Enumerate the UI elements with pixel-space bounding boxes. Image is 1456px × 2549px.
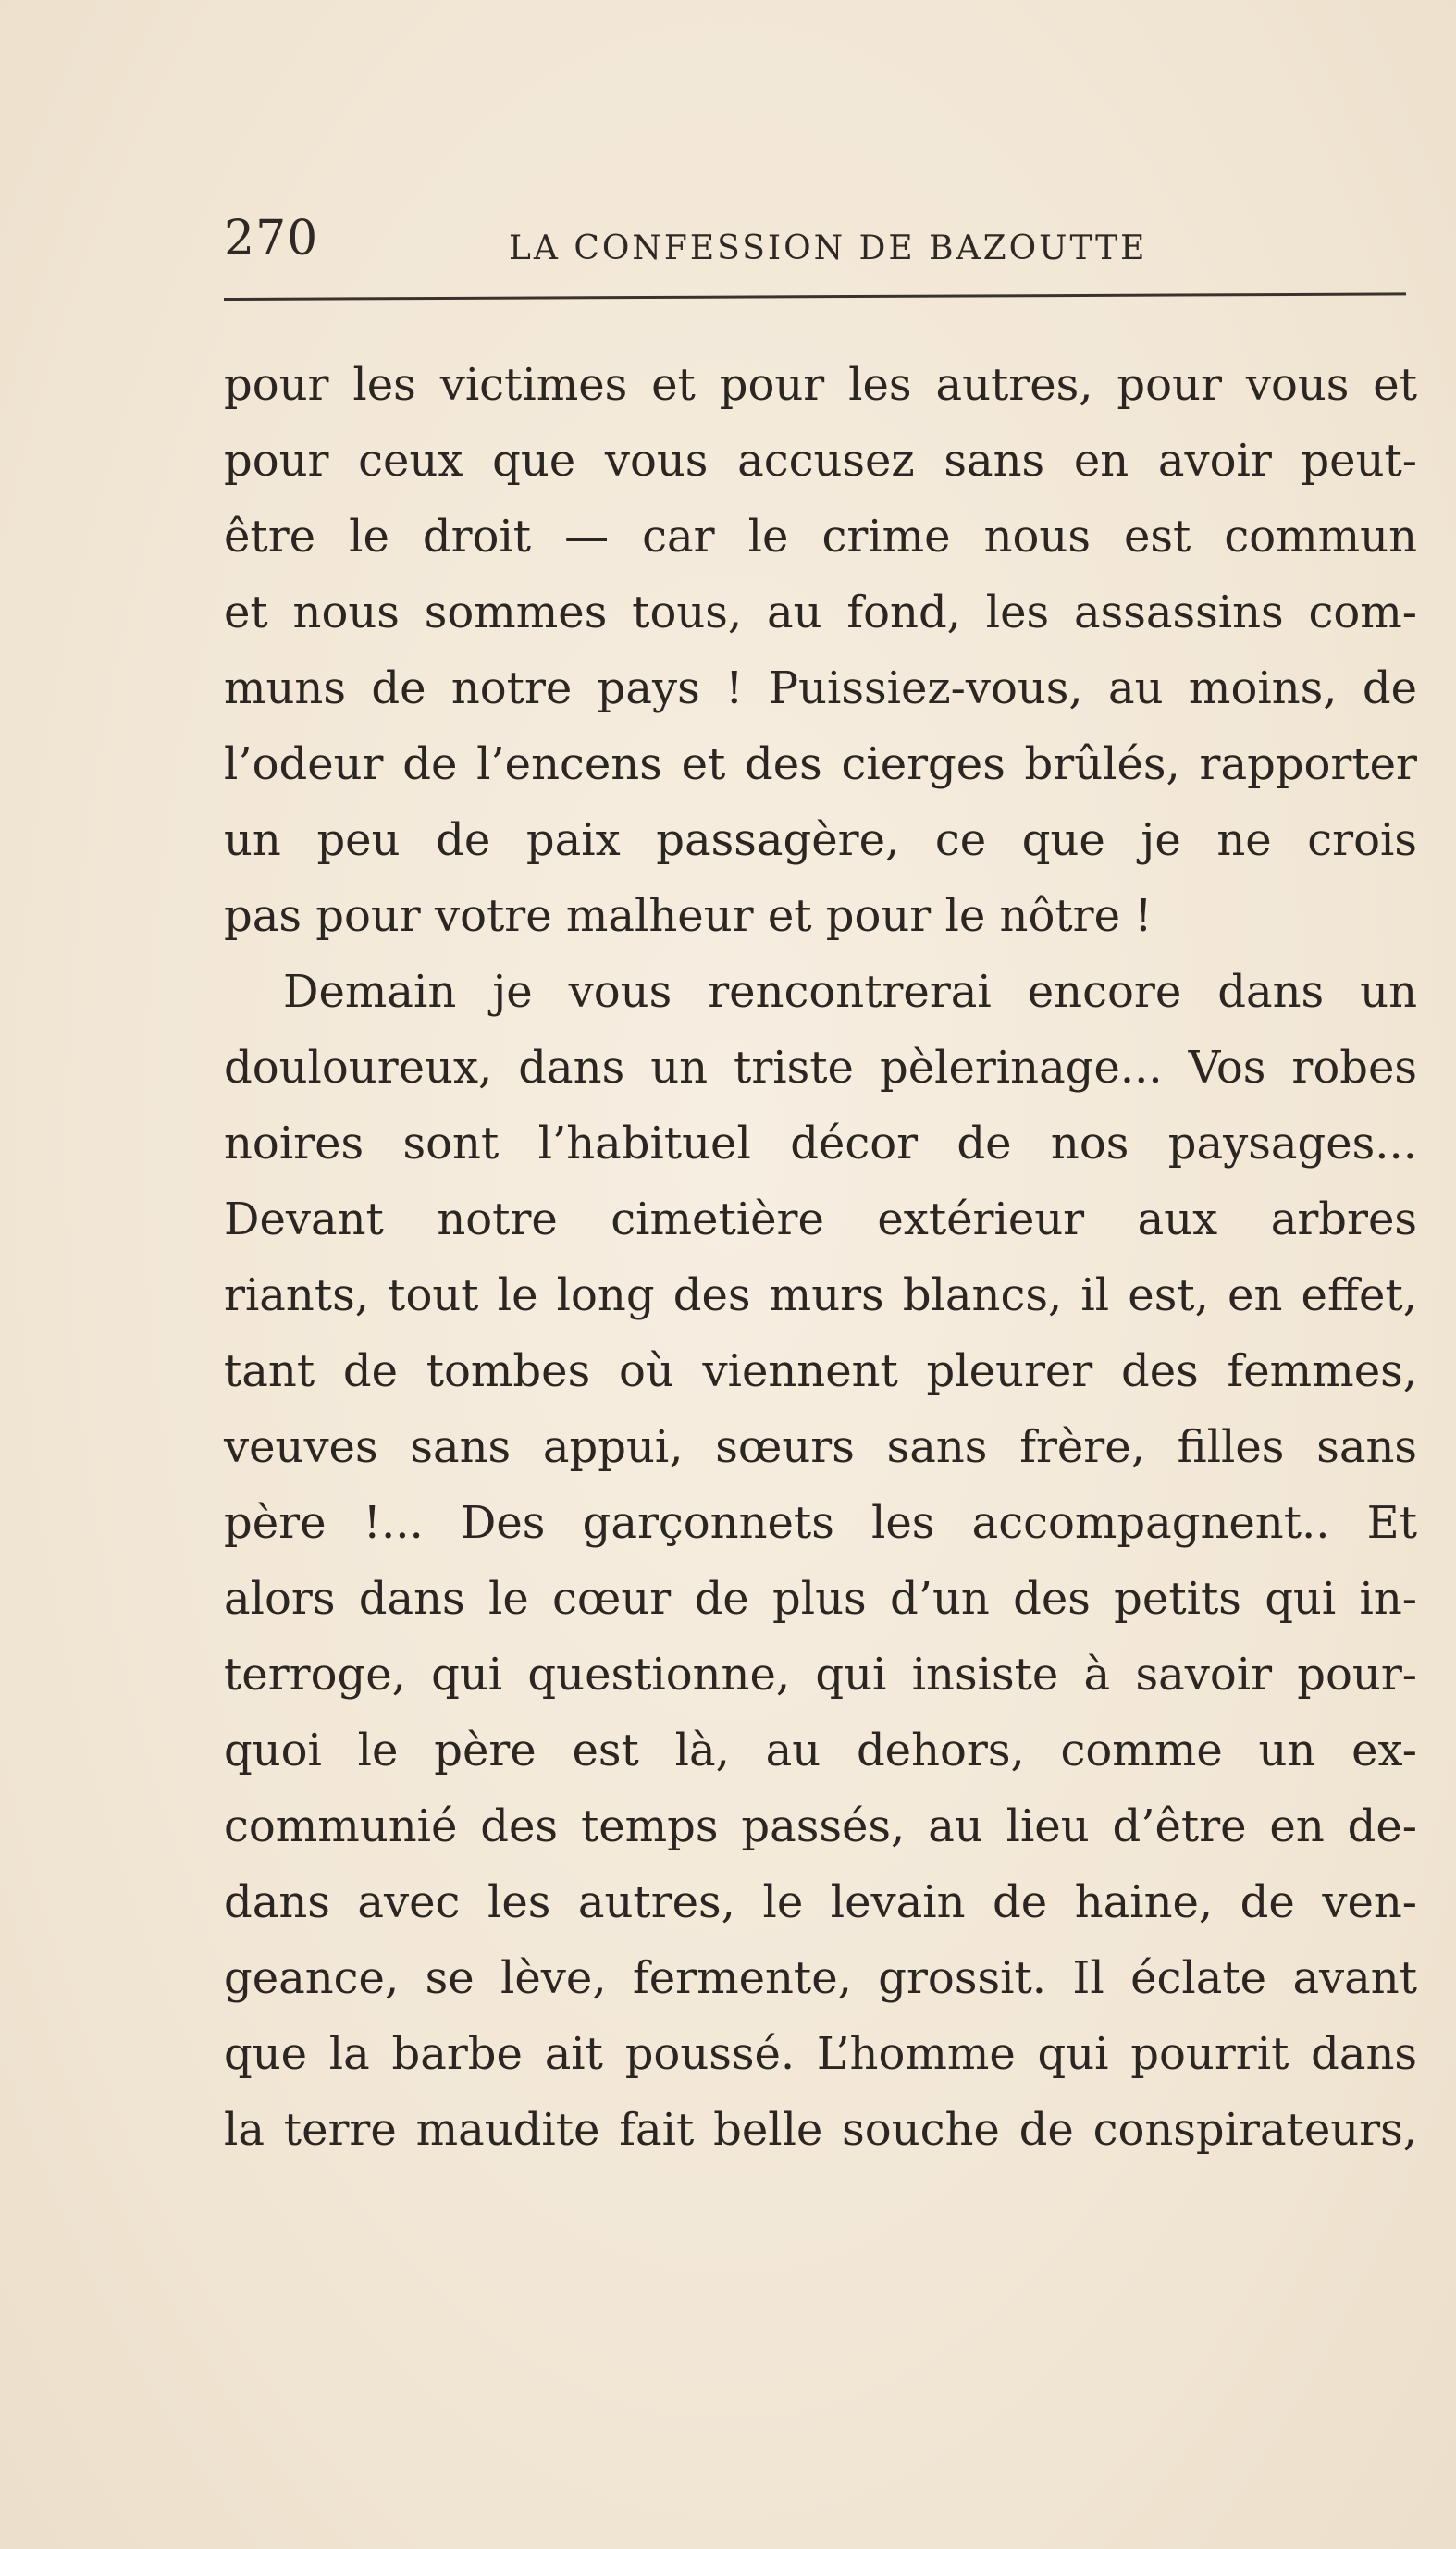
text-line: pour ceux que vous accusez sans en avoir peut-	[224, 435, 1417, 487]
text-line: pour les victimes et pour les autres, pour vous et	[224, 359, 1417, 411]
text-line: noires sont l’habituel décor de nos paysages...	[224, 1118, 1417, 1169]
text-line: un peu de paix passagère, ce que je ne crois	[224, 814, 1417, 866]
page-header	[224, 211, 1408, 276]
text-line: Demain je vous rencontrerai encore dans un	[283, 966, 1417, 1018]
text-line: que la barbe ait poussé. L’homme qui pourrit dans	[224, 2028, 1417, 2080]
text-line: communié des temps passés, au lieu d’être en de-	[224, 1800, 1417, 1852]
text-line: l’odeur de l’encens et des cierges brûlés, rapporter	[224, 738, 1417, 790]
text-line: douloureux, dans un triste pèlerinage... Vos robes	[224, 1042, 1417, 1094]
header-rule	[224, 292, 1406, 301]
text-line: Devant notre cimetière extérieur aux arbres	[224, 1194, 1417, 1245]
text-line: dans avec les autres, le levain de haine, de ven-	[224, 1876, 1417, 1928]
page-number: 270	[224, 211, 319, 266]
text-line: veuves sans appui, sœurs sans frère, filles sans	[224, 1421, 1417, 1473]
text-line: terroge, qui questionne, qui insiste à savoir pour-	[224, 1649, 1417, 1701]
text-line: père !... Des garçonnets les accompagnent.. Et	[224, 1497, 1417, 1549]
text-line: quoi le père est là, au dehors, comme un ex-	[224, 1725, 1417, 1776]
text-line: muns de notre pays ! Puissiez-vous, au moins, de	[224, 662, 1417, 714]
text-line: et nous sommes tous, au fond, les assassins com-	[224, 587, 1417, 638]
body-text	[224, 347, 1417, 2168]
text-line: tant de tombes où viennent pleurer des femmes,	[224, 1345, 1417, 1397]
running-title: LA CONFESSION DE BAZOUTTE	[509, 229, 1148, 267]
text-line: alors dans le cœur de plus d’un des petits qui in-	[224, 1573, 1417, 1625]
text-line: être le droit — car le crime nous est commun	[224, 511, 1417, 563]
text-line: pas pour votre malheur et pour le nôtre !	[224, 890, 1153, 942]
text-line: riants, tout le long des murs blancs, il est, en effet,	[224, 1269, 1417, 1321]
text-line: la terre maudite fait belle souche de conspirateurs,	[224, 2104, 1417, 2156]
text-line: geance, se lève, fermente, grossit. Il éclate avant	[224, 1952, 1417, 2004]
